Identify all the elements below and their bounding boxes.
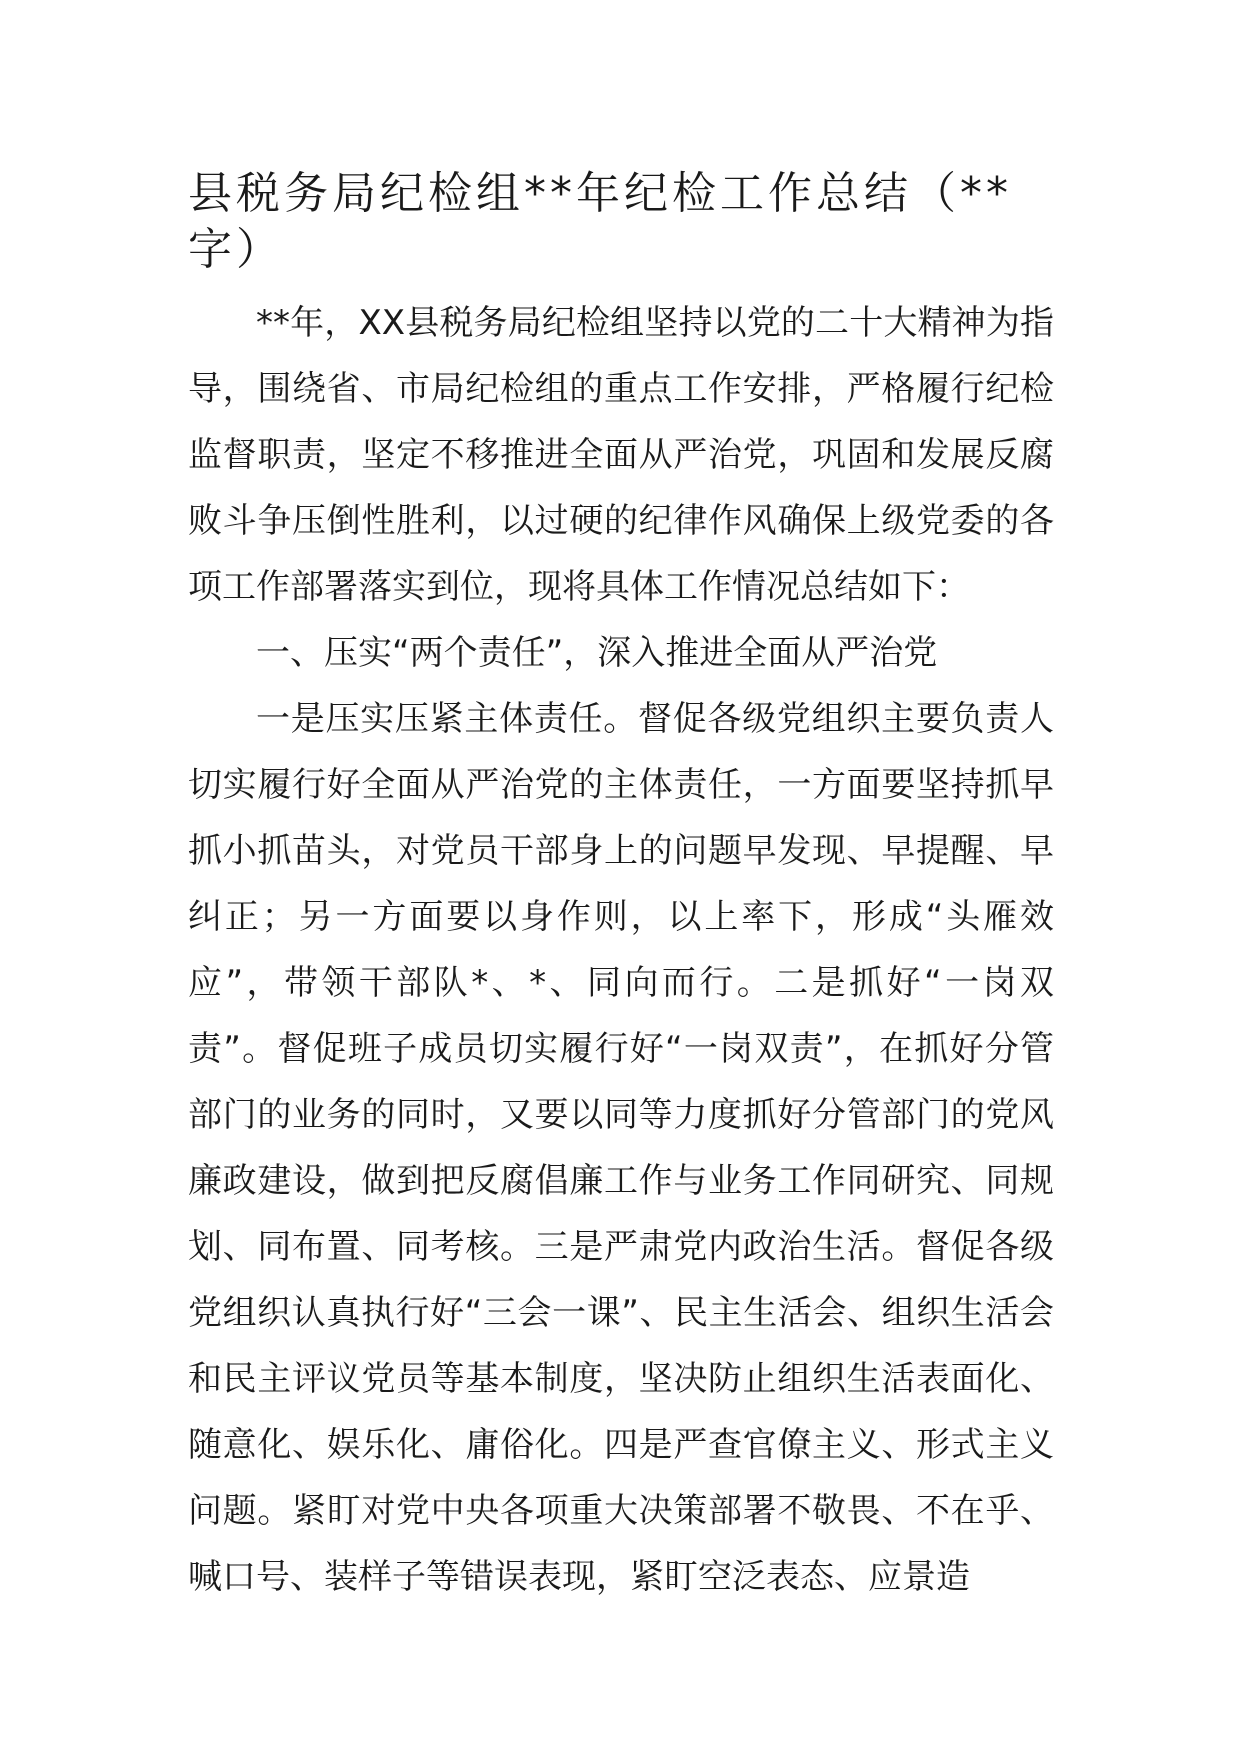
intro-paragraph: **年，XX县税务局纪检组坚持以党的二十大精神为指导，围绕省、市局纪检组的重点工作安排，严格履行纪检监督职责，坚定不移推进全面从严治党，巩固和发展反腐败斗争压倒性胜利，以过硬的纪律作风确保上级党委的各项工作部署落实到位，现将具体工作情况总结如下：	[188, 303, 1054, 607]
body-paragraph: 一是压实压紧主体责任。督促各级党组织主要负责人切实履行好全面从严治党的主体责任，一方面要坚持抓早抓小抓苗头，对党员干部身上的问题早发现、早提醒、早纠正；另一方面要以身作则，以上率下，形成“头雁效应”，带领干部队*、*、同向而行。二是抓好“一岗双责”。督促班子成员切实履行好“一岗双责”，在抓好分管部门的业务的同时，又要以同等力度抓好分管部门的党风廉政建设，做到把反腐倡廉工作与业务工作同研究、同规划、同布置、同考核。三是严肃党内政治生活。督促各级党组织认真执行好“三会一课”、民主生活会、组织生活会和民主评议党员等基本制度，坚决防止组织生活表面化、随意化、娱乐化、庸俗化。四是严查官僚主义、形式主义问题。紧盯对党中央各项重大决策部署不敬畏、不在乎、喊口号、装样子等错误表现，紧盯空泛表态、应景造	[188, 699, 1054, 1597]
section-heading: 一、压实“两个责任”，深入推进全面从严治党	[256, 633, 938, 673]
document-body	[188, 290, 1054, 1610]
document-title: 县税务局纪检组**年纪检工作总结（**字）	[188, 168, 1012, 275]
